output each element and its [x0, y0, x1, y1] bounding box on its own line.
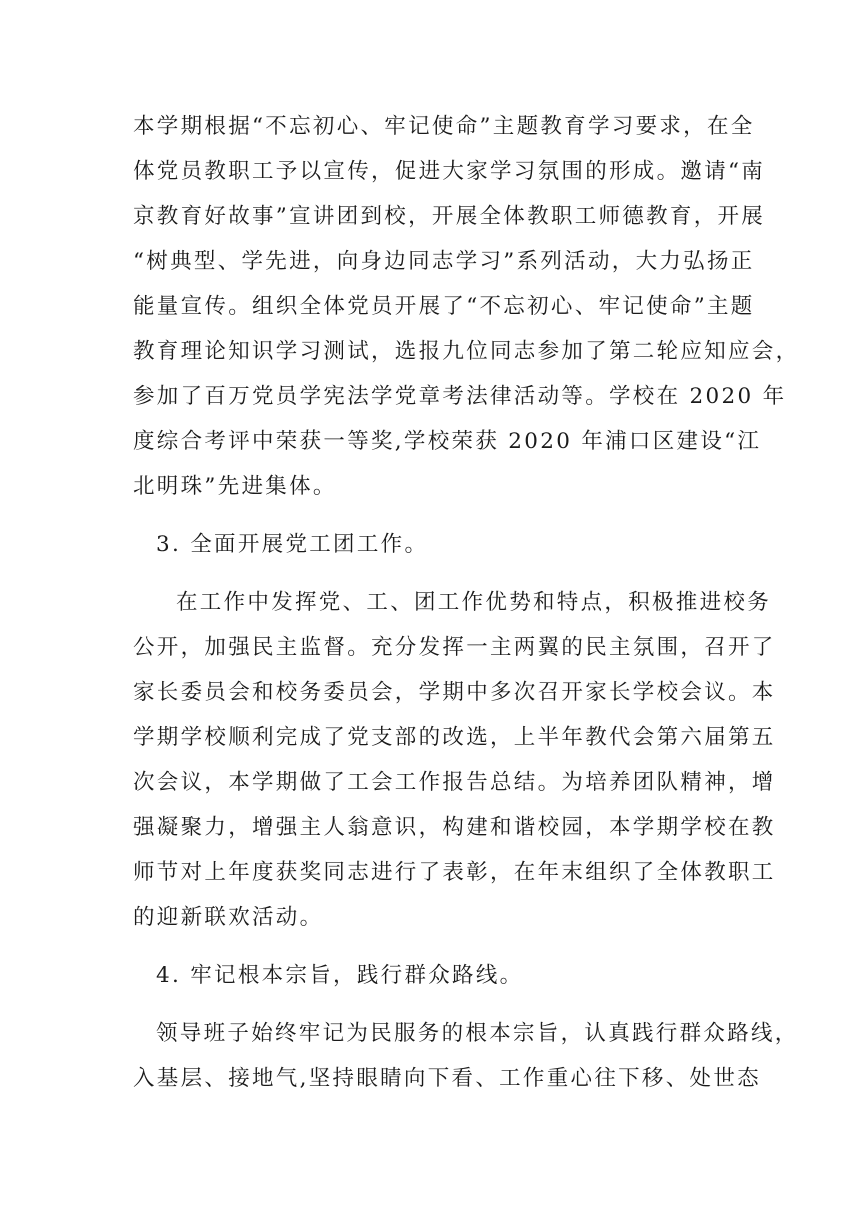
paragraph-1-line: 体党员教职工予以宣传，促进大家学习氛围的形成。邀请“南	[133, 159, 766, 184]
section-heading-4: 4. 牢记根本宗旨，践行群众路线。	[156, 963, 524, 988]
paragraph-2-line: 师节对上年度获奖同志进行了表彰，在年末组织了全体教职工	[133, 860, 776, 885]
paragraph-1-line: 京教育好故事”宣讲团到校，开展全体教职工师德教育，开展	[133, 204, 766, 229]
paragraph-2-line: 学期学校顺利完成了党支部的改选，上半年教代会第六届第五	[133, 725, 776, 750]
paragraph-1-line: 北明珠”先进集体。	[133, 474, 337, 499]
paragraph-2-line: 公开，加强民主监督。充分发挥一主两翼的民主氛围，召开了	[133, 635, 776, 660]
paragraph-1-line: “树典型、学先进，向身边同志学习”系列活动，大力弘扬正	[133, 249, 755, 274]
paragraph-2-line: 强凝聚力，增强主人翁意识，构建和谐校园，本学期学校在教	[133, 815, 776, 840]
paragraph-1-line: 教育理论知识学习测试，选报九位同志参加了第二轮应知应会，	[133, 339, 800, 364]
paragraph-2-line: 的迎新联欢活动。	[133, 905, 324, 930]
paragraph-1-line: 本学期根据“不忘初心、牢记使命”主题教育学习要求，在全	[133, 114, 755, 139]
paragraph-1-line: 能量宣传。组织全体党员开展了“不忘初心、牢记使命”主题	[133, 294, 755, 319]
paragraph-2-line: 在工作中发挥党、工、团工作优势和特点，积极推进校务	[176, 590, 772, 615]
paragraph-1-line: 参加了百万党员学宪法学党章考法律活动等。学校在 2020 年	[133, 384, 787, 409]
section-heading-3: 3. 全面开展党工团工作。	[156, 532, 429, 557]
paragraph-3-line: 入基层、接地气,坚持眼睛向下看、工作重心往下移、处世态	[133, 1066, 761, 1091]
paragraph-2-line: 次会议，本学期做了工会工作报告总结。为培养团队精神，增	[133, 770, 776, 795]
paragraph-3-line: 领导班子始终牢记为民服务的根本宗旨，认真践行群众路线，	[156, 1021, 799, 1046]
paragraph-2-line: 家长委员会和校务委员会，学期中多次召开家长学校会议。本	[133, 680, 776, 705]
paragraph-1-line: 度综合考评中荣获一等奖,学校荣获 2020 年浦口区建设“江	[133, 429, 762, 454]
